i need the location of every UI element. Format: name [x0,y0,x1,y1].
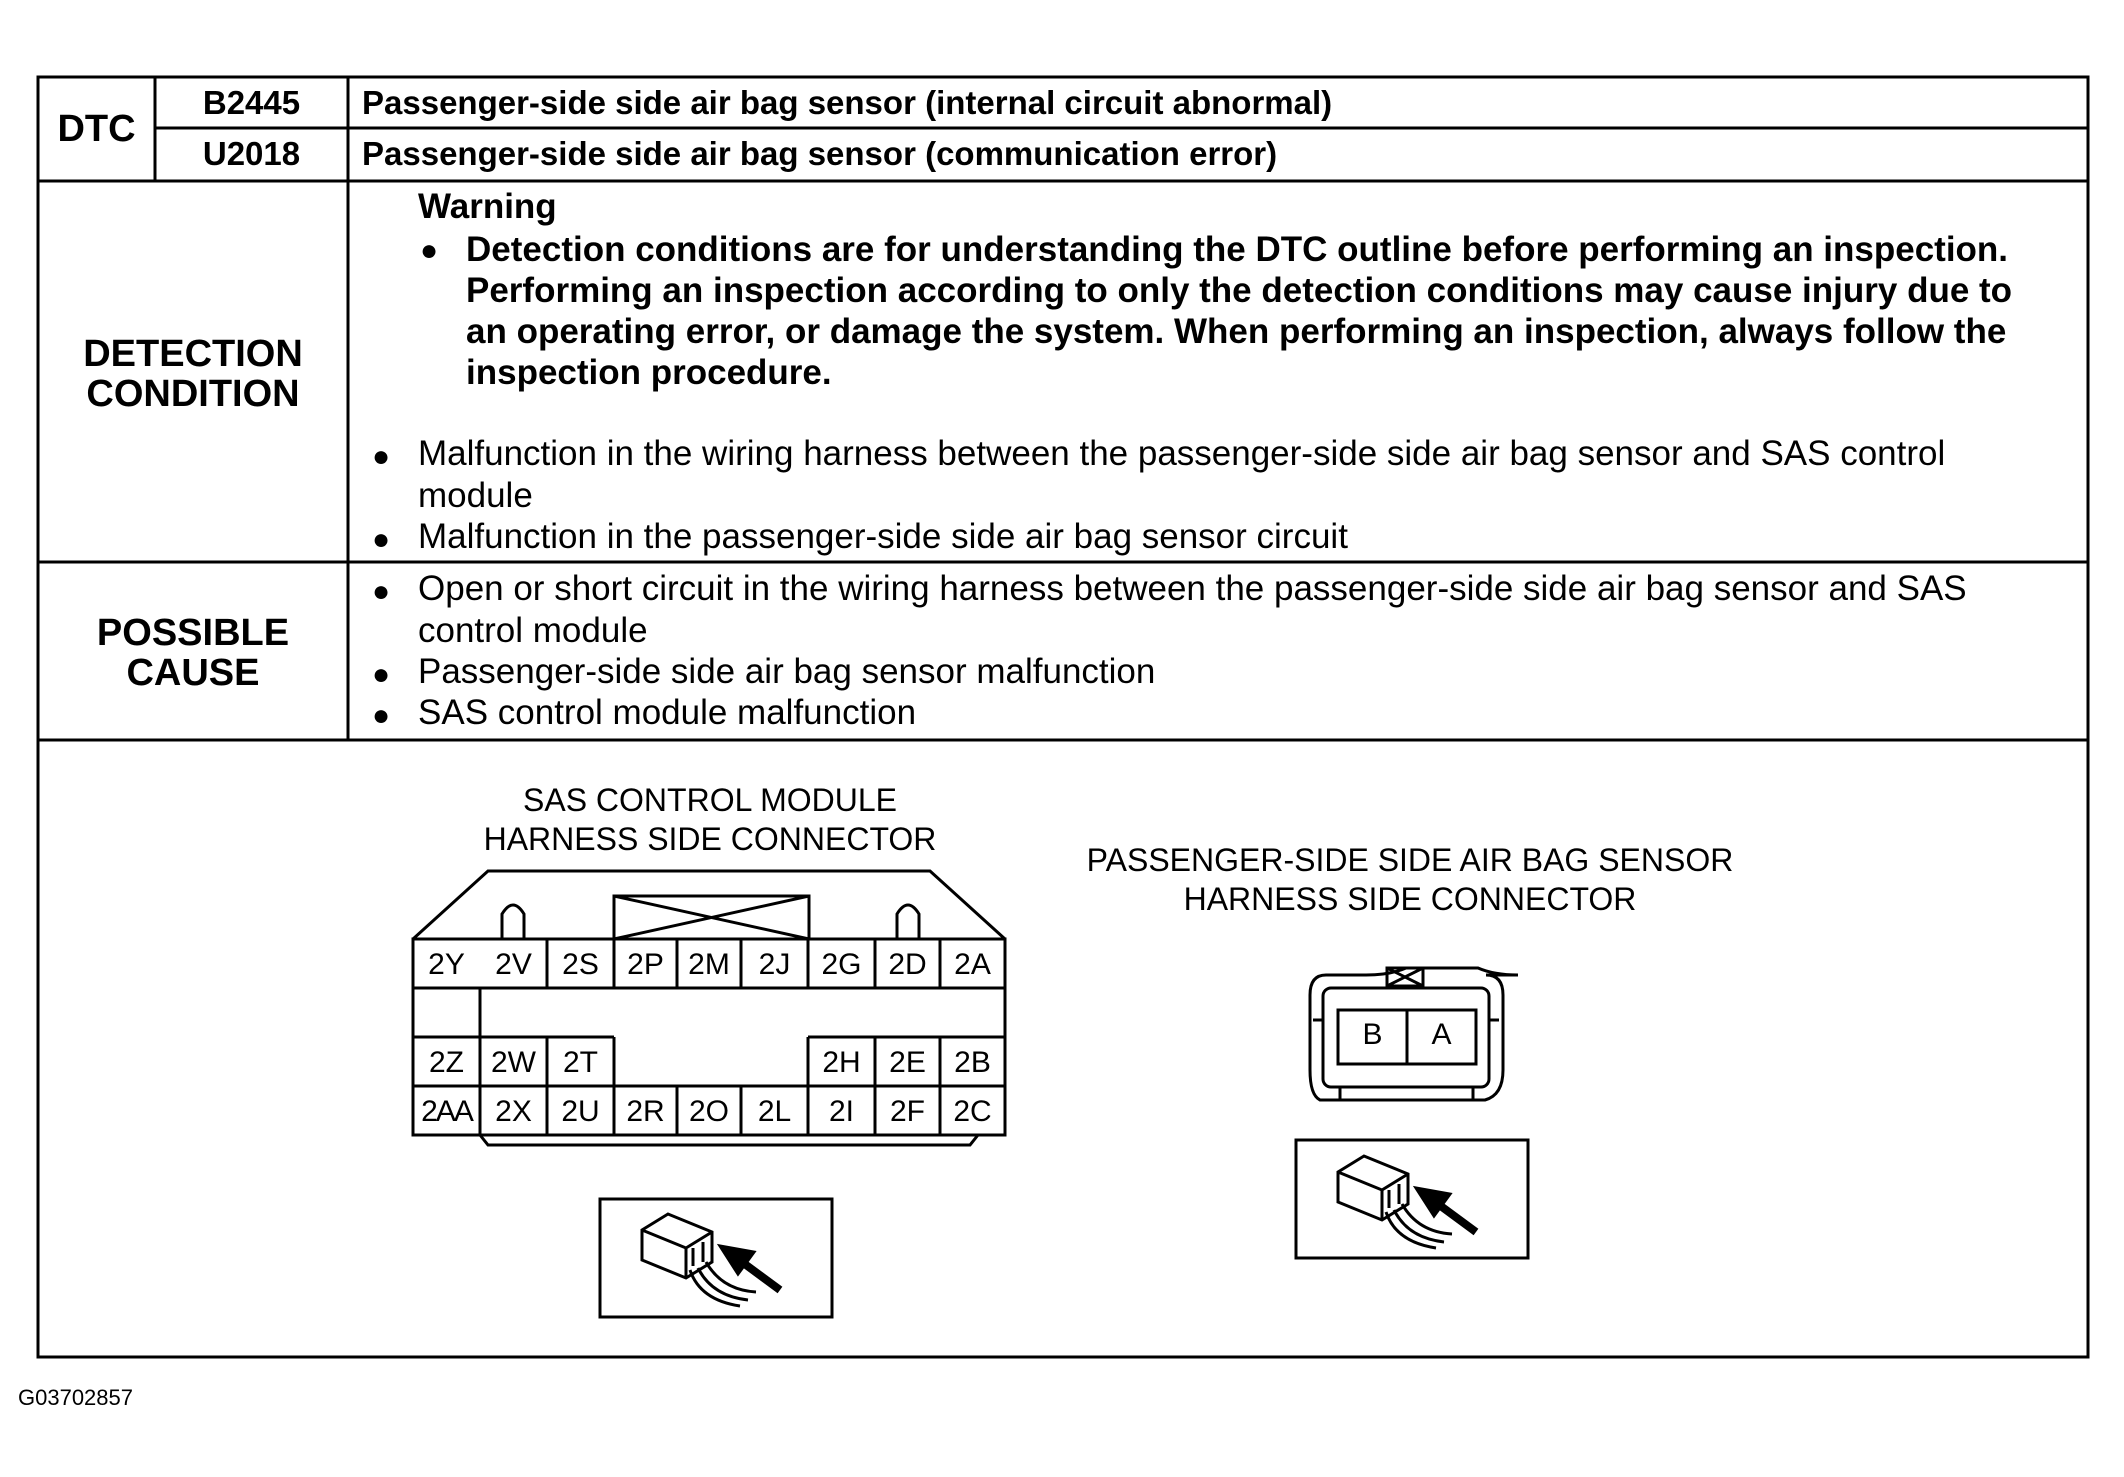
sas-pin: 2E [889,1046,926,1079]
dtc-code-2: U2018 [202,135,301,172]
detection-label-line1: DETECTION [83,333,303,375]
sas-pin: 2R [626,1095,665,1128]
sensor-pin-a: A [1431,1018,1452,1051]
sas-pin: 2L [757,1095,792,1128]
sas-pin: 2D [888,948,927,981]
detection-item-1-line-1: Malfunction in the wiring harness between the passenger-side side air bag sensor and SAS control [418,434,1946,473]
sas-caption-line1: SAS CONTROL MODULE [523,782,897,818]
detection-item-1-line-2: module [418,476,533,515]
sensor-caption-line2: HARNESS SIDE CONNECTOR [1183,881,1637,917]
sas-pin: 2S [562,948,599,981]
cause-bullet-2: ● [372,658,391,691]
sensor-caption-line1: PASSENGER-SIDE SIDE AIR BAG SENSOR [1086,842,1734,878]
cause-item-1-line-1: Open or short circuit in the wiring harness between the passenger-side side air bag sensor and SAS [418,569,1967,608]
sas-pin: 2J [758,948,791,981]
cause-item-2-line-1: Passenger-side side air bag sensor malfunction [418,652,1156,691]
sas-pin: 2B [954,1046,991,1079]
warning-line-4: inspection procedure. [466,353,832,392]
cause-label-line2: CAUSE [126,652,260,694]
sas-pin: 2V [495,948,532,981]
sas-pin: 2O [688,1095,730,1128]
sas-pin: 2Z [428,1046,464,1079]
cause-bullet-1: ● [372,575,391,608]
sas-pin: 2AA [421,1095,472,1128]
warning-line-2: Performing an inspection according to only the detection conditions may cause injury due to [466,271,2013,310]
sas-pin: 2G [821,948,862,981]
detection-label-line2: CONDITION [86,373,300,415]
detection-item-2-line-1: Malfunction in the passenger-side side air bag sensor circuit [418,517,1348,556]
sas-pin: 2Y [428,948,465,981]
sas-pin: 2C [953,1095,992,1128]
warning-bullet: ● [420,234,439,267]
sas-pin: 2F [889,1095,925,1128]
warning-title: Warning [418,187,557,226]
sas-pin: 2I [828,1095,855,1128]
sas-pin: 2T [562,1046,598,1079]
cause-item-1-line-2: control module [418,611,648,650]
dtc-desc-2: Passenger-side side air bag sensor (communication error) [362,135,1278,172]
figure-id: G03702857 [18,1385,133,1410]
warning-line-1: Detection conditions are for understanding the DTC outline before performing an inspection. [466,230,2009,269]
sas-pin: 2W [491,1046,536,1079]
sas-pin: 2P [627,948,664,981]
sas-pin: 2M [688,948,730,981]
sas-pin: 2A [954,948,991,981]
dtc-code-1: B2445 [202,84,301,121]
detection-bullet-2: ● [372,523,391,556]
sas-pin: 2U [561,1095,600,1128]
sas-pin: 2H [822,1046,861,1079]
dtc-label: DTC [57,108,136,150]
cause-label-line1: POSSIBLE [96,612,290,654]
sensor-pin-b: B [1362,1018,1383,1051]
dtc-desc-1: Passenger-side side air bag sensor (internal circuit abnormal) [362,84,1333,121]
detection-bullet-1: ● [372,440,391,473]
sas-caption-line2: HARNESS SIDE CONNECTOR [483,821,937,857]
cause-item-3-line-1: SAS control module malfunction [418,693,917,732]
cause-bullet-3: ● [372,699,391,732]
sas-pin: 2X [495,1095,532,1128]
warning-line-3: an operating error, or damage the system. When performing an inspection, always follow the [466,312,2007,351]
